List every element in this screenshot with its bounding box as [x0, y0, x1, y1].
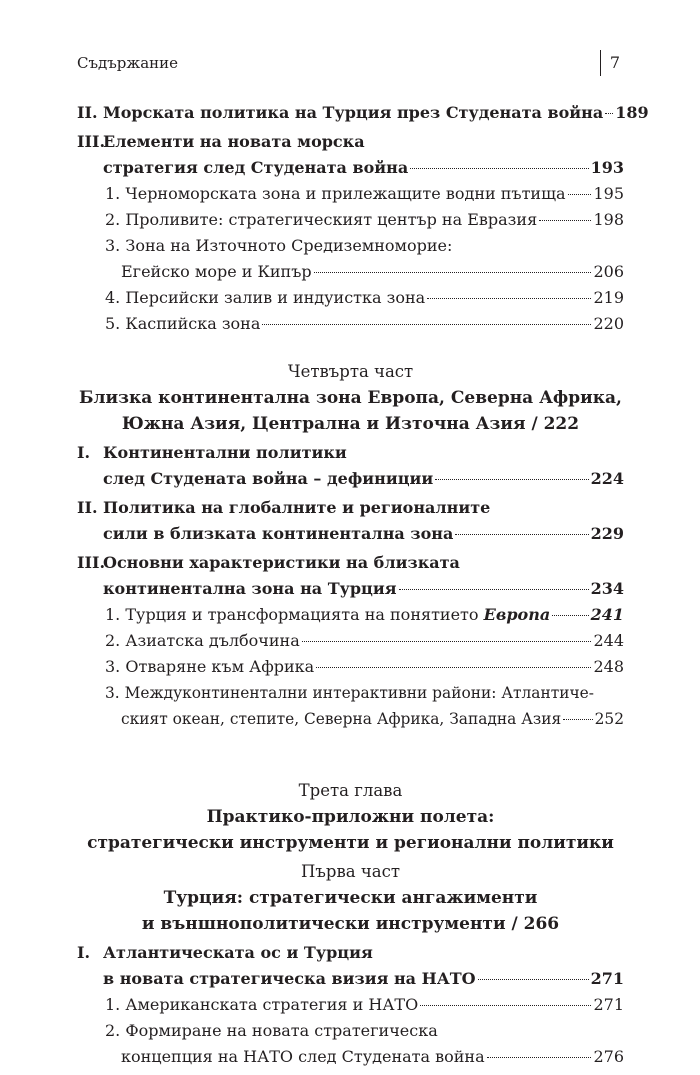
- entry-title-line2: континентална зона на Турция: [103, 579, 397, 598]
- toc-subentry[interactable]: [77, 311, 624, 337]
- leader-dots: [262, 323, 591, 325]
- entry-page: 271: [593, 995, 624, 1014]
- entry-title-line1: 3. Междуконтинентални интерактивни райони: Атлантиче-: [105, 684, 594, 702]
- leader-dots: [478, 978, 589, 980]
- entry-title: 1. Черноморската зона и прилежащите водни пътища: [105, 184, 566, 203]
- entry-title-line2: Егейско море и Кипър: [121, 262, 312, 281]
- chapter-title-line1[interactable]: Практико-приложни полета:: [206, 807, 495, 827]
- entry-title-prefix: 1. Турция и трансформацията на понятието: [105, 605, 484, 624]
- leader-dots: [420, 1004, 591, 1006]
- leader-dots: [427, 297, 591, 299]
- leader-dots: [435, 478, 588, 480]
- leader-dots: [563, 718, 592, 720]
- toc-subentry[interactable]: [77, 181, 624, 207]
- page-number: 7: [609, 53, 620, 72]
- entry-title-line1: Политика на глобалните и регионалните: [103, 498, 491, 517]
- part-title-line1[interactable]: Турция: стратегически ангажименти: [163, 888, 538, 908]
- entry-title-line1: Основни характеристики на близката: [103, 553, 460, 572]
- entry-page: 229: [590, 524, 624, 543]
- entry-title: 2. Проливите: стратегическият център на Евразия: [105, 210, 538, 229]
- entry-title: 5. Каспийска зона: [105, 314, 261, 333]
- leader-dots: [455, 533, 588, 535]
- entry-title-line1: Атлантическата ос и Турция: [103, 943, 373, 962]
- running-header: [77, 50, 623, 76]
- leader-dots: [539, 219, 591, 221]
- chapter-title-line2[interactable]: стратегически инструменти и регионални политики: [87, 833, 614, 853]
- entry-page: 252: [594, 710, 624, 728]
- leader-dots: [316, 666, 591, 668]
- entry-page: 193: [590, 158, 624, 177]
- toc-subentry[interactable]: [77, 233, 624, 285]
- entry-title-line2: след Студената война – дефиниции: [103, 469, 434, 488]
- leader-dots: [568, 193, 592, 195]
- toc-entry[interactable]: [77, 100, 649, 126]
- header-separator: [600, 50, 602, 76]
- entry-title-line2: в новата стратегическа визия на НАТО: [103, 969, 476, 988]
- entry-number: II.: [77, 103, 98, 122]
- toc-subentry[interactable]: [77, 654, 624, 680]
- toc-subentry[interactable]: [77, 680, 624, 732]
- entry-page: 219: [593, 288, 624, 307]
- toc-subentry[interactable]: [77, 285, 624, 311]
- part-title-line2[interactable]: и външнополитически инструменти / 266: [141, 914, 560, 934]
- entry-page: 248: [593, 657, 624, 676]
- table-of-contents: [77, 100, 649, 1070]
- entry-page: 276: [593, 1047, 624, 1066]
- entry-page: 234: [590, 579, 624, 598]
- entry-page: 206: [593, 262, 624, 281]
- leader-dots: [399, 588, 589, 590]
- entry-title: 4. Персийски залив и индуистка зона: [105, 288, 426, 307]
- toc-entry[interactable]: [77, 550, 624, 602]
- entry-page: 220: [593, 314, 624, 333]
- entry-page: 224: [590, 469, 624, 488]
- leader-dots: [552, 614, 588, 616]
- toc-subentry[interactable]: [77, 207, 624, 233]
- leader-dots: [605, 112, 613, 114]
- entry-page: 189: [615, 103, 649, 122]
- entry-title-line2: ският океан, степите, Северна Африка, Западна Азия: [121, 710, 562, 728]
- entry-page: 198: [593, 210, 624, 229]
- leader-dots: [302, 640, 592, 642]
- part-title-line1[interactable]: Близка континентална зона Европа, Северна Африка,: [79, 388, 622, 408]
- chapter-label: Трета глава: [298, 781, 403, 800]
- entry-page: 241: [590, 605, 624, 624]
- toc-entry[interactable]: [77, 940, 624, 992]
- leader-dots: [487, 1056, 592, 1058]
- entry-title-line2: концепция на НАТО след Студената война: [121, 1047, 485, 1066]
- entry-title: 3. Отваряне към Африка: [105, 657, 315, 676]
- toc-entry[interactable]: [77, 129, 624, 181]
- part-label: Четвърта част: [287, 362, 414, 381]
- part-label: Първа част: [301, 862, 400, 881]
- entry-page: 244: [593, 631, 624, 650]
- entry-title-line1: Елементи на новата морска: [103, 132, 365, 151]
- entry-title-line1: 3. Зона на Източното Средиземноморие:: [105, 236, 453, 255]
- entry-page: 195: [593, 184, 624, 203]
- toc-entry[interactable]: [77, 440, 624, 492]
- part-title-line2[interactable]: Южна Азия, Централна и Източна Азия / 222: [121, 414, 580, 434]
- entry-title: 2. Азиатска дълбочина: [105, 631, 300, 650]
- leader-dots: [410, 167, 588, 169]
- entry-number: III.: [77, 132, 106, 151]
- header-title: Съдържание: [77, 54, 179, 72]
- toc-subentry[interactable]: [77, 602, 624, 628]
- entry-number: I.: [77, 943, 91, 962]
- entry-title-line2: сили в близката континентална зона: [103, 524, 454, 543]
- entry-title-line2: стратегия след Студената война: [103, 158, 409, 177]
- toc-entry[interactable]: [77, 495, 624, 547]
- entry-title: 1. Американската стратегия и НАТО: [105, 995, 419, 1014]
- entry-title-emphasis: Европа: [483, 605, 551, 624]
- entry-number: II.: [77, 498, 98, 517]
- toc-subentry[interactable]: [77, 1018, 624, 1070]
- toc-subentry[interactable]: [77, 628, 624, 654]
- toc-subentry[interactable]: [77, 992, 624, 1018]
- entry-number: I.: [77, 443, 91, 462]
- entry-title-line1: Континентални политики: [103, 443, 347, 462]
- entry-number: III.: [77, 553, 106, 572]
- leader-dots: [314, 271, 592, 273]
- entry-page: 271: [590, 969, 624, 988]
- entry-title-line1: 2. Формиране на новата стратегическа: [105, 1021, 438, 1040]
- entry-title: Морската политика на Турция през Студената война: [103, 103, 604, 122]
